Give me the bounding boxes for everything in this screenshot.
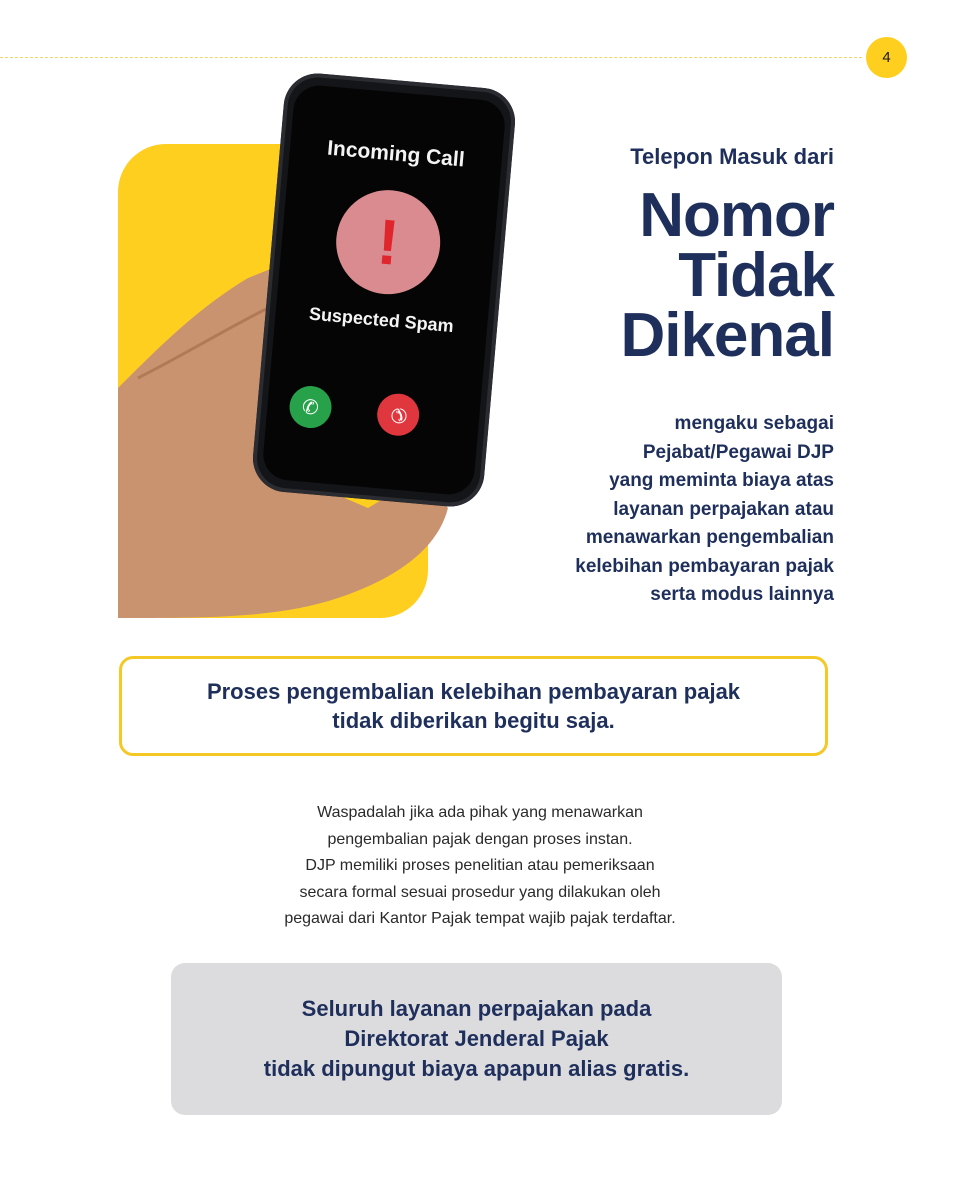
body-line: Waspadalah jika ada pihak yang menawarkan: [317, 804, 643, 821]
description-line: mengaku sebagai: [674, 413, 834, 434]
warning-symbol: !: [374, 205, 402, 279]
phone-decline-icon: ✆: [375, 392, 421, 438]
suspected-spam-label: Suspected Spam: [308, 303, 455, 337]
warning-body-text: [180, 800, 780, 933]
description-line: layanan perpajakan atau: [613, 498, 834, 520]
scam-description: [474, 410, 834, 610]
description-line: Pejabat/Pegawai DJP: [642, 441, 834, 463]
callout-line: tidak diberikan begitu saja.: [332, 708, 615, 733]
description-line: menawarkan pengembalian: [585, 527, 834, 548]
incoming-call-title: Incoming Call: [326, 136, 466, 172]
page-number-badge: [866, 37, 907, 78]
subheading: Telepon Masuk dari: [630, 144, 834, 169]
main-headline: [404, 181, 834, 370]
phone-accept-icon: ✆: [288, 384, 334, 430]
page-number: 4: [882, 49, 891, 66]
notice-line: Seluruh layanan perpajakan pada: [301, 996, 652, 1021]
headline-block: [404, 140, 834, 370]
description-line: serta modus lainnya: [650, 584, 834, 605]
body-line: pegawai dari Kantor Pajak tempat wajib pajak terdaftar.: [284, 910, 676, 927]
top-divider: [0, 57, 862, 58]
notice-emphasis: tidak dipungut biaya apapun alias gratis.: [263, 1056, 690, 1081]
notice-line: Direktorat Jenderal Pajak: [344, 1026, 609, 1051]
description-line: kelebihan pembayaran pajak: [575, 555, 834, 577]
headline-line: Tidak: [678, 241, 834, 310]
callout-line: Proses pengembalian kelebihan pembayaran pajak: [206, 679, 741, 704]
headline-line: Nomor: [639, 181, 834, 250]
free-service-notice: [171, 963, 782, 1115]
body-line: pengembalian pajak dengan proses instan.: [327, 830, 633, 848]
refund-callout-box: [119, 656, 828, 756]
body-line: secara formal sesuai prosedur yang dilakukan oleh: [299, 883, 661, 901]
body-line: DJP memiliki proses penelitian atau pemeriksaan: [305, 857, 655, 874]
headline-line: Dikenal: [620, 301, 834, 370]
description-line: yang meminta biaya atas: [609, 470, 834, 491]
